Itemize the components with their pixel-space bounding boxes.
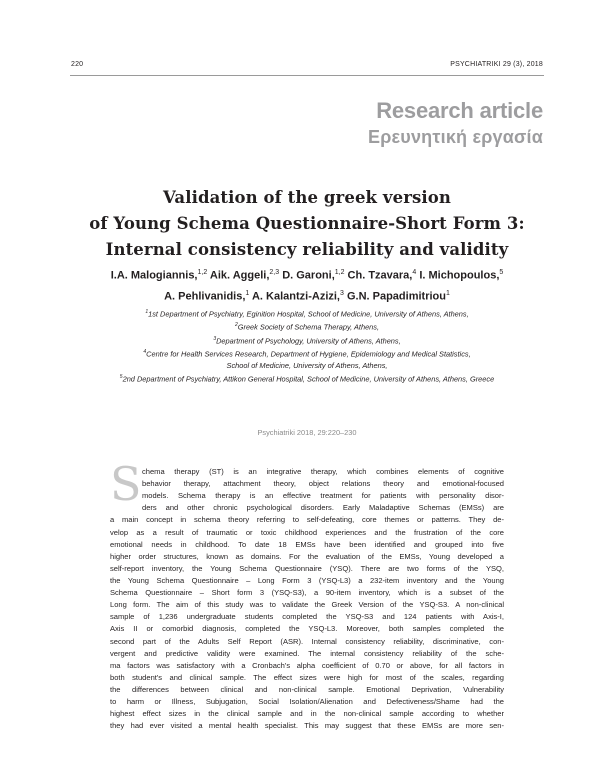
- author-name: G.N. Papadimitriou: [346, 290, 446, 303]
- author-affiliation-mark: 3: [340, 289, 344, 297]
- abstract-line: higher order structures, known as domains. For the evaluation of the EMSs, Young developed a: [110, 551, 504, 561]
- author-affiliation-mark: 1: [245, 289, 250, 297]
- affiliation-line: [70, 372, 544, 385]
- affiliation-line: [70, 360, 544, 372]
- abstract-line: self-report inventory, the Young Schema Questionnaire (YSQ). There are two forms of the YSQ,: [110, 563, 504, 573]
- abstract-line: sample of 1,236 undergraduate students completed the YSQ-S3 and 124 patients with Axis-I,: [110, 612, 504, 622]
- author-affiliation-mark: 4: [412, 269, 417, 276]
- abstract-line: emotional needs in childhood. To date 18 EMSs have been identified and grouped into five: [110, 539, 504, 549]
- article-type-english: Research article: [376, 98, 543, 123]
- author-list: [70, 264, 544, 305]
- author-name: Aik. Aggeli,: [209, 269, 270, 282]
- author-name: A. Pehlivanidis,: [164, 290, 246, 303]
- abstract-line: velop as a result of traumatic or toxic childhood experiences and the frustration of the core: [110, 527, 504, 537]
- abstract-line: the Young Schema Questionnaire – Long Form 3 (YSQ-L3) a 232-item inventory and the Young: [110, 575, 504, 585]
- author-affiliation-mark: 1,2: [334, 269, 345, 276]
- author-affiliation-mark: 1: [445, 289, 450, 297]
- affiliations: [70, 307, 544, 385]
- article-type-greek: Ερευνητική εργασία: [368, 127, 543, 147]
- article-type: [368, 100, 543, 146]
- affiliation-mark: 2: [234, 322, 238, 329]
- abstract-line: chema therapy (ST) is an integrative therapy, which combines elements of cognitive: [142, 467, 504, 476]
- affiliation-line: [70, 320, 544, 333]
- affiliation-line: [70, 334, 544, 347]
- affiliation-text: Department of Psychology, University of Athens, Athens,: [216, 336, 401, 345]
- affiliation-text: 1st Department of Psychiatry, Eginition Hospital, School of Medicine, University of Athens, Athens,: [148, 309, 469, 319]
- affiliation-mark: 5: [119, 373, 123, 380]
- abstract-line: highest effect sizes in the clinical sample and in the non-clinical sample according to whether: [110, 709, 504, 719]
- title-line: Internal consistency reliability and validity: [105, 240, 509, 259]
- drop-cap: S: [110, 457, 142, 511]
- abstract-line: vergent and predictive validity were examined. The internal consistency reliability of the sche-: [110, 648, 504, 658]
- abstract-line: to harm or Illness, Subjugation, Social Isolation/Alienation and Defectiveness/Shame had the: [110, 697, 504, 707]
- author-affiliation-mark: 1,2: [197, 269, 208, 276]
- title-line: of Young Schema Questionnaire-Short Form 3:: [89, 214, 525, 233]
- abstract-line: a main concept in schema theory referring to self-defeating, core themes or patterns. They de-: [110, 515, 504, 525]
- affiliation-text: School of Medicine, University of Athens, Athens,: [226, 361, 388, 371]
- page-number: 220: [71, 61, 84, 68]
- abstract-line: ma factors was satisfactory with a Cronbach's alpha coefficient of 0.70 or above, for all factors in: [110, 660, 504, 670]
- author-affiliation-mark: 5: [499, 269, 504, 276]
- abstract-line: they had ever visited a mental health specialist. This may suggest that these EMSs are more sen-: [110, 721, 504, 731]
- abstract-line: models. Schema therapy is an effective treatment for patients with personality disor-: [142, 491, 504, 501]
- affiliation-line: [70, 307, 544, 320]
- header-divider: [70, 75, 544, 76]
- abstract-line: second part of the Adults Self Report (ASR). Internal consistency reliability, discriminative, con-: [110, 636, 504, 646]
- author-line: [70, 285, 544, 306]
- abstract-line: both student's and clinical sample. The effect sizes were high for most of the scales, regarding: [110, 672, 504, 682]
- author-name: Ch. Tzavara,: [347, 269, 413, 282]
- author-line: [70, 264, 544, 285]
- abstract-line: behavior therapy, attachment theory, object relations theory and emotional-focused: [142, 479, 504, 489]
- title-line: Validation of the greek version: [163, 188, 451, 207]
- author-affiliation-mark: 2,3: [269, 269, 280, 276]
- affiliation-text: 2nd Department of Psychiatry, Attikon General Hospital, School of Medicine, University of Athens, Athens, Greece: [122, 374, 495, 384]
- abstract-line: Schema Questionnaire – Short form 3 (YSQ-S3), a 90-item inventory, which is a subset of the: [110, 588, 504, 598]
- author-name: D. Garoni,: [282, 269, 335, 282]
- author-name: A. Kalantzi-Azizi,: [251, 290, 340, 303]
- citation: Psychiatriki 2018, 29:220–230: [257, 428, 357, 437]
- affiliation-text: Centre for Health Services Research, Department of Hygiene, Epidemiology and Medical Statistics,: [146, 349, 471, 359]
- journal-reference: PSYCHIATRIKI 29 (3), 2018: [450, 61, 543, 68]
- abstract-line: ders and other chronic psychological disorders. Early Maladaptive Schemas (EMSs) are: [142, 503, 504, 513]
- article-title: [70, 185, 544, 263]
- abstract-body: [110, 466, 504, 732]
- author-name: I.A. Malogiannis,: [110, 269, 198, 282]
- abstract-line: Axis II or comorbid diagnosis, completed the YSQ-L3. Moreover, both samples completed the: [110, 624, 504, 634]
- abstract-line: Long form. The aim of this study was to validate the Greek Version of the YSQ-S3. A non-clinical: [110, 600, 504, 610]
- affiliation-mark: 3: [213, 335, 217, 342]
- affiliation-text: Greek Society of Schema Therapy, Athens,: [237, 322, 380, 332]
- affiliation-mark: 4: [143, 348, 147, 355]
- author-name: I. Michopoulos,: [419, 269, 500, 282]
- affiliation-line: [70, 347, 544, 360]
- affiliation-mark: 1: [145, 309, 149, 315]
- abstract-line: the differences between clinical and non-clinical sample. Emotional Deprivation, Vulnerability: [110, 684, 504, 694]
